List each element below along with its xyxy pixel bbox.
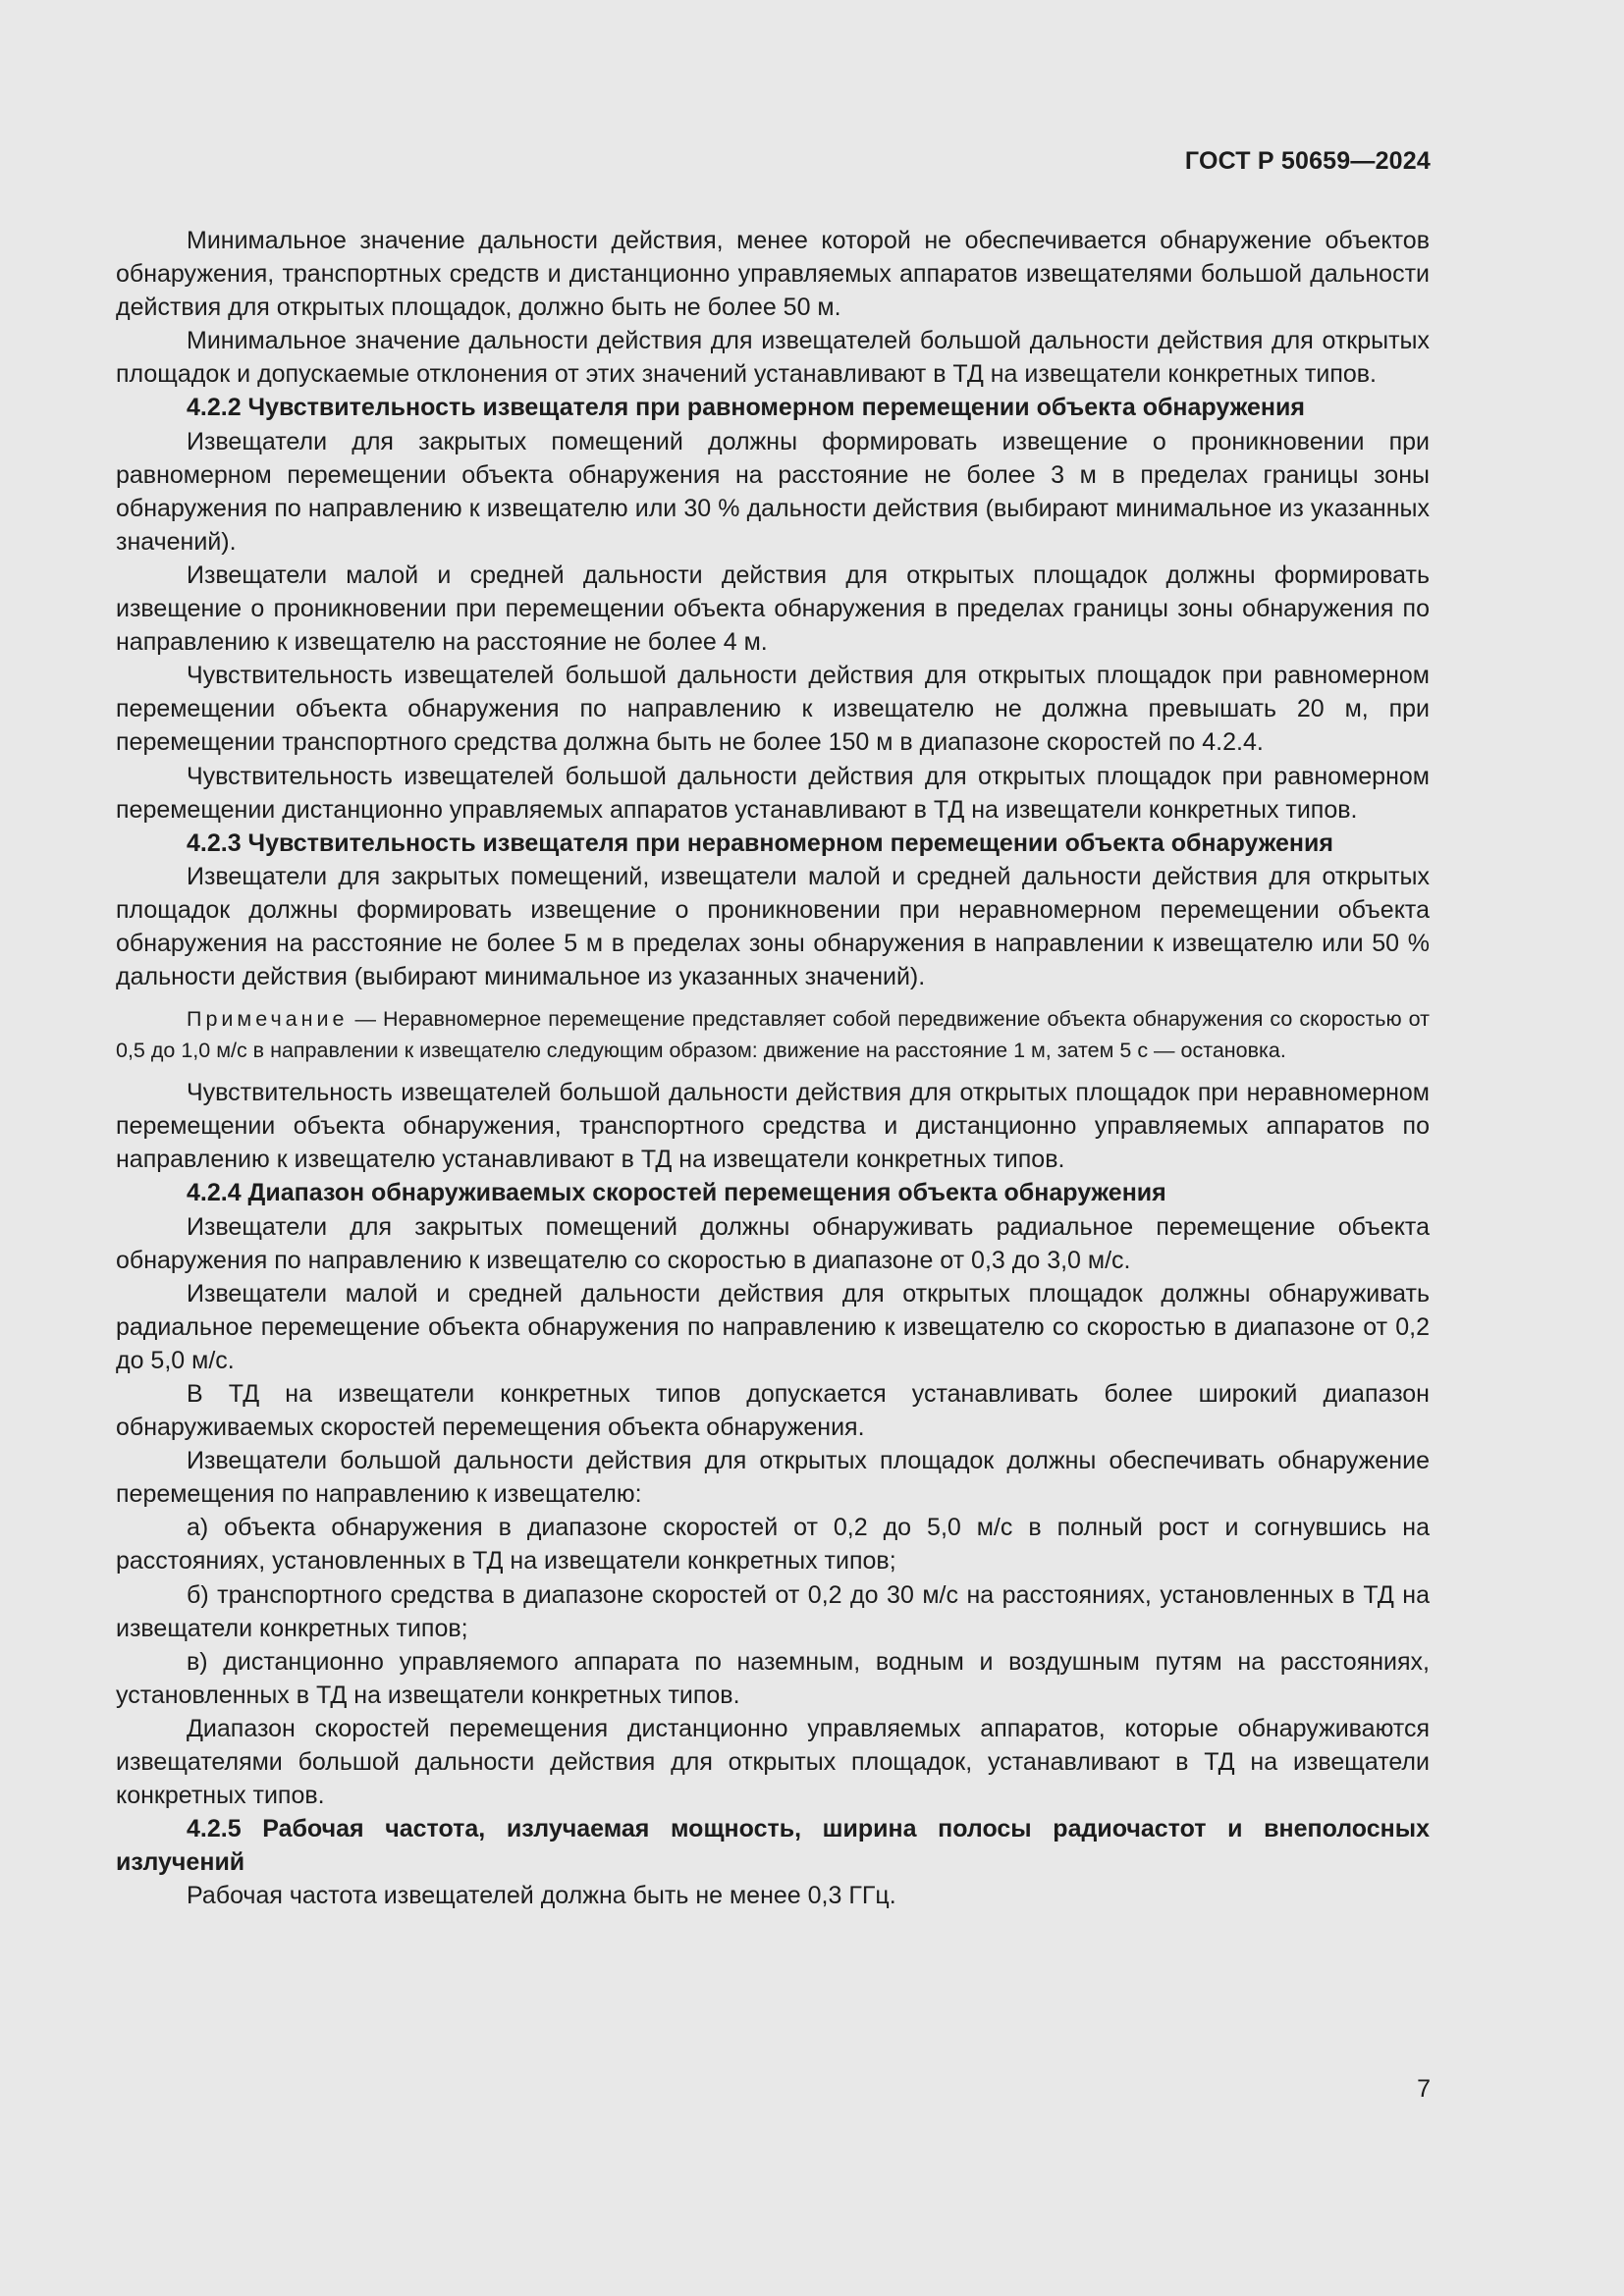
paragraph: Извещатели большой дальности действия для открытых площадок должны обеспечивать обнаружение перемещения по направлению к извещателю: <box>116 1447 1430 1509</box>
paragraph: Минимальное значение дальности действия, менее которой не обеспечивается обнаружение объектов обнаружения, транспортных средств и дистанционно управляемых аппаратов извещателями большой дальности действия для открытых площадок, должно быть не более 50 м. <box>116 227 1430 322</box>
paragraph: Извещатели для закрытых помещений должны формировать извещение о проникновении при равномерном перемещении объекта обнаружения на расстояние не более 3 м в пределах границы зоны обнаружения по направлению к извещателю или 30 % дальности действия (выбирают минимальное из указанных значений). <box>116 427 1430 556</box>
paragraph: Чувствительность извещателей большой дальности действия для открытых площадок при неравномерном перемещении объекта обнаружения, транспортного средства и дистанционно управляемых аппаратов по направлению к извещателю устанавливают в ТД на извещатели конкретных типов. <box>116 1079 1430 1174</box>
note <box>116 1003 1430 1066</box>
paragraph: Рабочая частота извещателей должна быть не менее 0,3 ГГц. <box>187 1882 896 1910</box>
paragraph: В ТД на извещатели конкретных типов допускается устанавливать более широкий диапазон обнаруживаемых скоростей перемещения объекта обнаружения. <box>116 1380 1430 1442</box>
paragraph: Чувствительность извещателей большой дальности действия для открытых площадок при равномерном перемещении дистанционно управляемых аппаратов устанавливают в ТД на извещатели конкретных типов. <box>116 762 1430 824</box>
list-item: б) транспортного средства в диапазоне скоростей от 0,2 до 30 м/с на расстояниях, установленных в ТД на извещатели конкретных типов; <box>116 1580 1430 1642</box>
paragraph: Диапазон скоростей перемещения дистанционно управляемых аппаратов, которые обнаруживаются извещателями большой дальности действия для открытых площадок, устанавливают в ТД на извещатели конкретных типов. <box>116 1714 1430 1810</box>
paragraph: Извещатели малой и средней дальности действия для открытых площадок должны обнаруживать радиальное перемещение объекта обнаружения по направлению к извещателю со скоростью в диапазоне от 0,2 до 5,0 м/с. <box>116 1279 1430 1374</box>
paragraph: Минимальное значение дальности действия для извещателей большой дальности действия для открытых площадок и допускаемые отклонения от этих значений устанавливают в ТД на извещатели конкретных типов. <box>116 327 1430 389</box>
list-item: в) дистанционно управляемого аппарата по наземным, водным и воздушным путям на расстояниях, установленных в ТД на извещатели конкретных типов. <box>116 1647 1430 1709</box>
section-heading: 4.2.3 Чувствительность извещателя при неравномерном перемещении объекта обнаружения <box>187 828 1333 857</box>
section-heading: 4.2.2 Чувствительность извещателя при равномерном перемещении объекта обнаружения <box>187 394 1305 422</box>
page-number: 7 <box>1417 2075 1431 2103</box>
paragraph: Извещатели малой и средней дальности действия для открытых площадок должны формировать извещение о проникновении при перемещении объекта обнаружения в пределах границы зоны обнаружения по направлению к извещателю на расстояние не более 4 м. <box>116 561 1430 657</box>
page-body <box>116 224 1430 1913</box>
note-text: — Неравномерное перемещение представляет собой передвижение объекта обнаружения со скоростью от 0,5 до 1,0 м/с в направлении к извещателю следующим образом: движение на расстояние 1 м, затем 5 с — остановка. <box>116 1007 1430 1063</box>
paragraph: Извещатели для закрытых помещений должны обнаруживать радиальное перемещение объекта обнаружения по направлению к извещателю со скоростью в диапазоне от 0,3 до 3,0 м/с. <box>116 1212 1430 1274</box>
paragraph: Извещатели для закрытых помещений, извещатели малой и средней дальности действия для открытых площадок должны формировать извещение о проникновении при неравномерном перемещении объекта обнаружения на расстояние не более 5 м в пределах зоны обнаружения в направлении к извещателю или 50 % дальности действия (выбирают минимальное из указанных значений). <box>116 862 1430 991</box>
note-label: Примечание <box>187 1007 349 1032</box>
document-designation: ГОСТ Р 50659—2024 <box>1184 147 1431 175</box>
section-heading: 4.2.5 Рабочая частота, излучаемая мощность, ширина полосы радиочастот и внеполосных излучений <box>116 1815 1430 1877</box>
paragraph: Чувствительность извещателей большой дальности действия для открытых площадок при равномерном перемещении объекта обнаружения по направлению к извещателю не должна превышать 20 м, при перемещении транспортного средства должна быть не более 150 м в диапазоне скоростей по 4.2.4. <box>116 662 1430 757</box>
list-item: а) объекта обнаружения в диапазоне скоростей от 0,2 до 5,0 м/с в полный рост и согнувшись на расстояниях, установленных в ТД на извещатели конкретных типов; <box>116 1514 1430 1575</box>
section-heading: 4.2.4 Диапазон обнаруживаемых скоростей перемещения объекта обнаружения <box>187 1179 1166 1207</box>
